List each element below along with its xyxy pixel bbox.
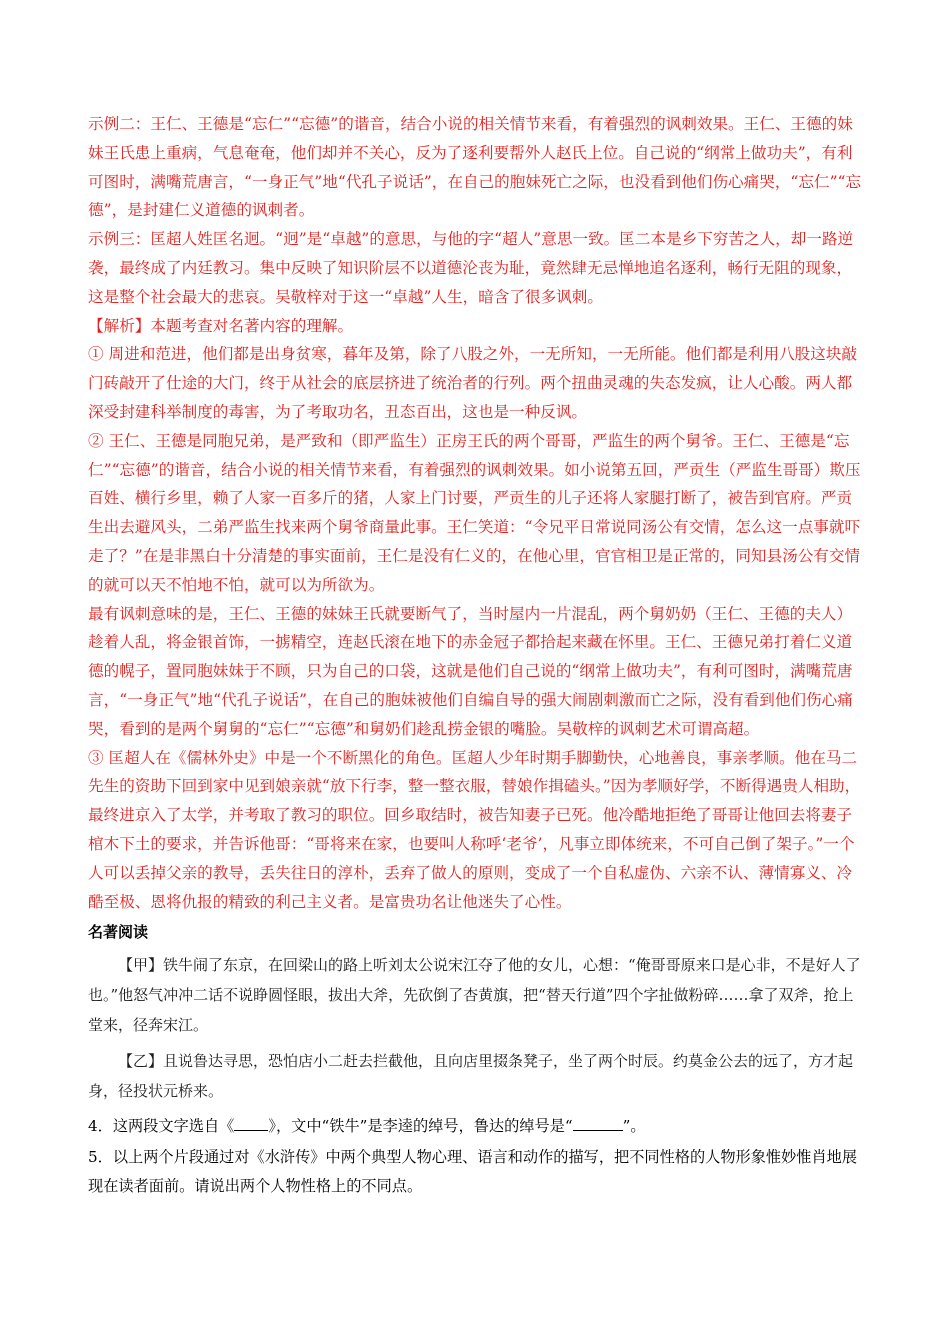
section-heading: 名著阅读	[88, 923, 149, 942]
answer-blank-book[interactable]	[234, 1116, 268, 1131]
passage-b: 【乙】且说鲁达寻思，恐怕店小二赶去拦截他，且向店里掇条凳子，坐了两个时辰。约莫金公去的远了，方才起身，径投状元桥来。	[88, 1052, 854, 1101]
answer-example-2: 示例二：王仁、王德是“忘仁”“忘德”的谐音，结合小说的相关情节来看，有着强烈的讽刺效果。王仁、王德的妹妹王氏患上重病，气息奄奄，他们却并不关心，反为了逐利要帮外人赵氏上位。自己说的“纲常上做功夫”，有利可图时，满嘴荒唐言，“一身正气”地“代孔子说话”，在自己的胞妹死亡之际，也没看到他们伤心痛哭，“忘仁”“忘德”，是封建仁义道德的讽刺者。	[88, 115, 862, 220]
question-4-text-a: 4．这两段文字选自《	[88, 1117, 235, 1136]
analysis-point-3: ③ 匡超人在《儒林外史》中是一个不断黑化的角色。匡超人少年时期手脚勤快，心地善良，事亲孝顺。他在马二先生的资助下回到家中见到娘亲就“放下行李，整一整衣服，替娘作揖磕头。”因为孝顺好学，不断得遇贵人相助，最终进京入了太学，并考取了教习的职位。回乡取结时，被告知妻子已死。他冷酷地拒绝了哥哥让他回去将妻子棺木下土的要求，并告诉他哥：“哥将来在家，也要叫人称呼‘老爷’，凡事立即体统来，不可自己倒了架子。”一个人可以丢掉父亲的教导，丢失往日的淳朴，丢弃了做人的原则，变成了一个自私虚伪、六亲不认、薄情寡义、冷酷至极、恩将仇报的精致的利己主义者。是富贵功名让他迷失了心性。	[88, 748, 861, 911]
answer-blank-nickname[interactable]	[573, 1116, 623, 1131]
question-4-text-c: ”。	[622, 1117, 646, 1136]
question-5: 5．以上两个片段通过对《水浒传》中两个典型人物心理、语言和动作的描写，把不同性格的人物形象惟妙惟肖地展现在读者面前。请说出两个人物性格上的不同点。	[88, 1148, 858, 1196]
analysis-point-2: ② 王仁、王德是同胞兄弟，是严致和（即严监生）正房王氏的两个哥哥，严监生的两个舅爷。王仁、王德是“忘仁”“忘德”的谐音，结合小说的相关情节来看，有着强烈的讽刺效果。如小说第五回，严贡生（严监生哥哥）欺压百姓、横行乡里，赖了人家一百多斤的猪，人家上门讨要，严贡生的儿子还将人家腿打断了，被告到官府。严贡生出去避风头，二弟严监生找来两个舅爷商量此事。王仁笑道：“令兄平日常说同汤公有交情，怎么这一点事就吓走了？”在是非黑白十分清楚的事实面前，王仁是没有仁义的，在他心里，官官相卫是正常的，同知县汤公有交情的就可以天不怕地不怕，就可以为所欲为。	[88, 431, 861, 594]
analysis-point-2-continued: 最有讽刺意味的是，王仁、王德的妹妹王氏就要断气了，当时屋内一片混乱，两个舅奶奶（王仁、王德的夫人）趁着人乱，将金银首饰，一掳精空，连赵氏滚在地下的赤金冠子都拾起来藏在怀里。王仁、王德兄弟打着仁义道德的幌子，置同胞妹妹于不顾，只为自己的口袋，这就是他们自己说的“纲常上做功夫”，有利可图时，满嘴荒唐言，“一身正气”地“代孔子说话”，在自己的胞妹被他们自编自导的强大闹剧刺激而亡之际，没有看到他们伤心痛哭，看到的是两个舅舅的“忘仁”“忘德”和舅奶们趁乱捞金银的嘴脸。吴敬梓的讽刺艺术可谓高超。	[88, 604, 853, 738]
question-4-text-b: 》，文中“铁牛”是李逵的绰号，鲁达的绰号是“	[268, 1117, 573, 1136]
question-4	[88, 1112, 866, 1141]
analysis-point-1: ① 周进和范进，他们都是出身贫寒，暮年及第，除了八股之外，一无所知，一无所能。他们都是利用八股这块敲门砖敲开了仕途的大门，终于从社会的底层挤进了统治者的行列。两个扭曲灵魂的失态发疯，让人心酸。两人都深受封建科举制度的毒害，为了考取功名，丑态百出，这也是一种反讽。	[88, 345, 858, 421]
analysis-intro: 【解析】本题考查对名著内容的理解。	[88, 316, 354, 335]
passage-a: 【甲】铁牛闹了东京，在回梁山的路上听刘太公说宋江夺了他的女儿，心想：“俺哥哥原来口是心非，不是好人了也。”他怒气冲冲二话不说睁圆怪眼，拔出大斧，先砍倒了杏黄旗，把“替天行道”四个字扯做粉碎……拿了双斧，抢上堂来，径奔宋江。	[88, 956, 861, 1035]
document-page	[88, 110, 866, 1201]
answer-example-3: 示例三：匡超人姓匡名迥。“迥”是“卓越”的意思，与他的字“超人”意思一致。匡二本是乡下穷苦之人，却一路逆袭，最终成了内廷教习。集中反映了知识阶层不以道德沦丧为耻，竟然肆无忌惮地追名逐利，畅行无阻的现象，这是整个社会最大的悲哀。吴敬梓对于这一“卓越”人生，暗含了很多讽刺。	[88, 230, 854, 306]
